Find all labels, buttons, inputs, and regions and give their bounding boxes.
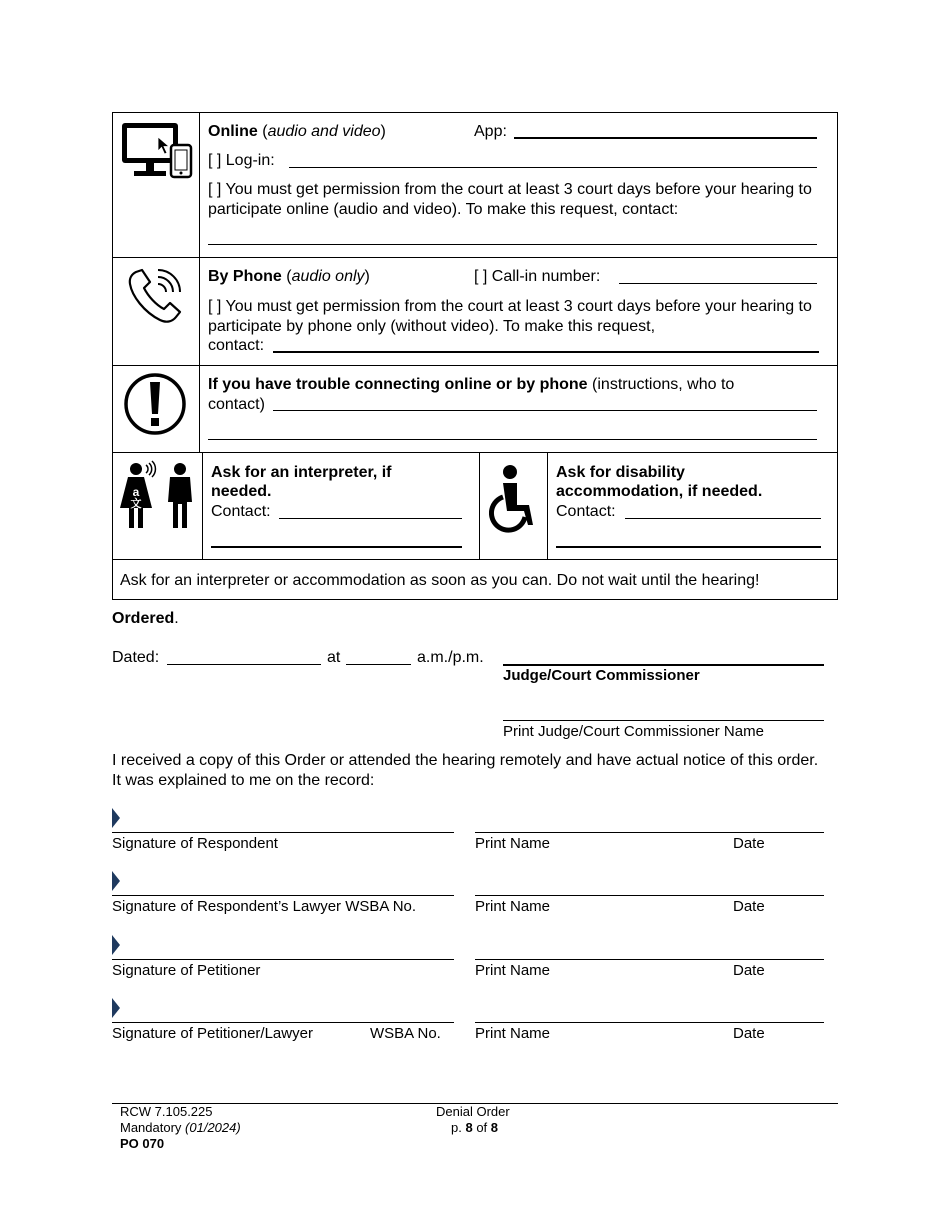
footer-page bbox=[451, 1120, 498, 1136]
table-divider bbox=[202, 452, 203, 559]
print-judge-label: Print Judge/Court Commissioner Name bbox=[503, 723, 764, 740]
footer-form-number: PO 070 bbox=[120, 1136, 165, 1151]
notice-text: Ask for an interpreter or accommodation as soon as you can. Do not wait until the hearing! bbox=[120, 572, 760, 589]
footer-page-total: 8 bbox=[490, 1120, 499, 1135]
footer-version: (01/2024) bbox=[185, 1120, 241, 1135]
disability-contact-field[interactable] bbox=[625, 518, 821, 519]
trouble-contact-label: contact) bbox=[208, 396, 265, 413]
app-field[interactable] bbox=[514, 137, 817, 139]
interpreter-contact-field-2[interactable] bbox=[211, 546, 462, 548]
judge-label: Judge/Court Commissioner bbox=[503, 667, 700, 684]
footer-mandatory bbox=[120, 1120, 241, 1136]
disability-contact-label: Contact: bbox=[556, 503, 616, 520]
wsba-label: WSBA No. bbox=[370, 1025, 441, 1042]
signature-label: Signature of Respondent’s Lawyer WSBA No. bbox=[112, 898, 417, 915]
trouble-title: If you have trouble connecting online or by phone bbox=[208, 376, 588, 393]
online-title: Online bbox=[208, 123, 258, 140]
callin-field[interactable] bbox=[619, 283, 817, 284]
signature-label: Signature of Petitioner/Lawyer bbox=[112, 1025, 313, 1042]
phone-contact-field[interactable] bbox=[273, 351, 819, 353]
date-label: Date bbox=[733, 835, 765, 852]
signature-arrow-icon bbox=[112, 808, 120, 828]
trouble-rest: (instructions, who to bbox=[592, 376, 735, 393]
interpreter-contact-label: Contact: bbox=[211, 503, 271, 520]
footer-page-of: of bbox=[476, 1120, 488, 1135]
interpreter-title-2: needed. bbox=[211, 483, 272, 500]
footer-mandatory-label: Mandatory bbox=[120, 1120, 182, 1135]
petitioner-print-line[interactable] bbox=[475, 959, 824, 960]
signature-arrow-icon bbox=[112, 871, 120, 891]
petitioner-signature-line[interactable] bbox=[112, 959, 454, 960]
print-name-label: Print Name bbox=[475, 835, 551, 852]
signature-arrow-icon bbox=[112, 998, 120, 1018]
trouble-heading bbox=[208, 375, 734, 395]
print-name-label: Print Name bbox=[475, 962, 551, 979]
date-label: Date bbox=[733, 1025, 765, 1042]
svg-text:a: a bbox=[132, 485, 140, 499]
petitioner-lawyer-print-line[interactable] bbox=[475, 1022, 824, 1023]
online-permission-text: [ ] You must get permission from the court at least 3 court days before your hearing to participate online (audio and video). To make this request, contact: bbox=[208, 181, 812, 218]
footer-title: Denial Order bbox=[436, 1104, 510, 1119]
app-label: App: bbox=[474, 123, 507, 140]
table-divider bbox=[479, 452, 480, 559]
signature-label: Signature of Respondent bbox=[112, 835, 278, 852]
phone-subtitle: audio only bbox=[291, 268, 365, 285]
received-text: I received a copy of this Order or attended the hearing remotely and have actual notice of this order. It was explained to me on the record: bbox=[112, 752, 819, 789]
online-subtitle: audio and video bbox=[267, 123, 381, 140]
disability-contact-field-2[interactable] bbox=[556, 546, 821, 548]
interpreter-title-1: Ask for an interpreter, if bbox=[211, 464, 392, 481]
computer-phone-icon bbox=[118, 119, 194, 181]
ordered-label: Ordered bbox=[112, 610, 175, 627]
respondent-signature-line[interactable] bbox=[112, 832, 454, 833]
disability-title-1: Ask for disability bbox=[556, 464, 685, 481]
disability-title-2: accommodation, if needed. bbox=[556, 483, 763, 500]
footer-rcw: RCW 7.105.225 bbox=[120, 1104, 213, 1119]
interpreter-contact-field[interactable] bbox=[279, 518, 462, 519]
exclamation-icon bbox=[123, 372, 187, 436]
table-divider bbox=[199, 112, 200, 453]
phone-icon bbox=[126, 266, 186, 326]
dated-field[interactable] bbox=[167, 664, 321, 665]
judge-signature-line[interactable] bbox=[503, 664, 824, 666]
table-divider bbox=[112, 559, 838, 560]
table-divider bbox=[547, 452, 548, 559]
online-contact-field[interactable] bbox=[208, 244, 817, 245]
login-label[interactable]: [ ] Log-in: bbox=[208, 152, 275, 169]
phone-contact-label: contact: bbox=[208, 337, 265, 354]
respondent-lawyer-print-line[interactable] bbox=[475, 895, 824, 896]
svg-text:文: 文 bbox=[130, 498, 142, 510]
date-label: Date bbox=[733, 962, 765, 979]
phone-title: By Phone bbox=[208, 268, 282, 285]
at-label: at bbox=[327, 649, 341, 666]
wheelchair-icon bbox=[489, 463, 539, 535]
ordered-heading bbox=[112, 609, 179, 629]
online-heading: Online (audio and video) bbox=[208, 123, 386, 140]
time-field[interactable] bbox=[346, 664, 411, 665]
respondent-print-line[interactable] bbox=[475, 832, 824, 833]
footer-page-prefix: p. bbox=[451, 1120, 462, 1135]
trouble-contact-field[interactable] bbox=[273, 410, 817, 411]
respondent-lawyer-signature-line[interactable] bbox=[112, 895, 454, 896]
signature-arrow-icon bbox=[112, 935, 120, 955]
table-divider bbox=[112, 257, 838, 258]
login-field[interactable] bbox=[289, 167, 817, 168]
dated-label: Dated: bbox=[112, 649, 160, 666]
table-divider bbox=[112, 452, 838, 453]
interpreter-icon bbox=[118, 460, 196, 532]
print-judge-line[interactable] bbox=[503, 720, 824, 721]
date-label: Date bbox=[733, 898, 765, 915]
trouble-contact-field-2[interactable] bbox=[208, 439, 817, 440]
ordered-period: . bbox=[174, 610, 179, 627]
petitioner-lawyer-signature-line[interactable] bbox=[112, 1022, 454, 1023]
footer-page-number: 8 bbox=[465, 1120, 473, 1135]
phone-permission-text: [ ] You must get permission from the court at least 3 court days before your hearing to participate by phone only (without video). To make this request, bbox=[208, 298, 812, 335]
print-name-label: Print Name bbox=[475, 898, 551, 915]
table-divider bbox=[112, 365, 838, 366]
callin-label[interactable]: [ ] Call-in number: bbox=[474, 268, 601, 285]
ampm-label: a.m./p.m. bbox=[417, 649, 484, 666]
phone-heading: By Phone (audio only) bbox=[208, 268, 370, 285]
signature-label: Signature of Petitioner bbox=[112, 962, 261, 979]
print-name-label: Print Name bbox=[475, 1025, 551, 1042]
